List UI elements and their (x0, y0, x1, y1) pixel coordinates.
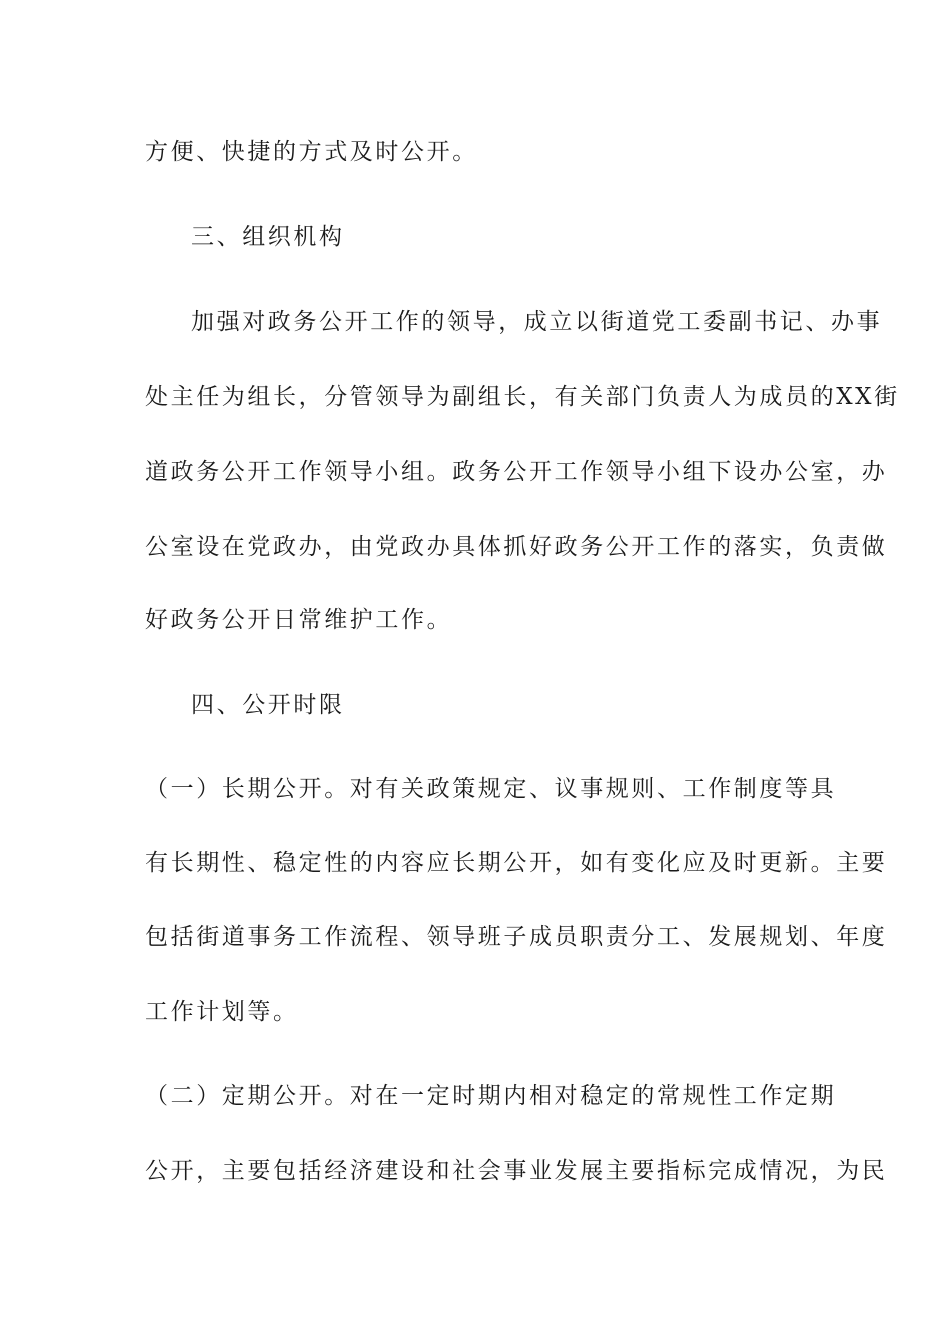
paragraph-line: 工作计划等。 (145, 999, 299, 1025)
section-heading-organization: 三、组织机构 (191, 224, 345, 250)
paragraph-line: 包括街道事务工作流程、领导班子成员职责分工、发展规划、年度 (145, 924, 888, 950)
paragraph-line: 公室设在党政办，由党政办具体抓好政务公开工作的落实，负责做 (145, 534, 888, 560)
paragraph-line: 有长期性、稳定性的内容应长期公开，如有变化应及时更新。主要 (145, 850, 888, 876)
paragraph-line: 好政务公开日常维护工作。 (145, 607, 453, 633)
paragraph-line: 加强对政务公开工作的领导，成立以街道党工委副书记、办事 (191, 309, 883, 335)
section-heading-time-limit: 四、公开时限 (191, 692, 345, 718)
paragraph-line: 公开，主要包括经济建设和社会事业发展主要指标完成情况，为民 (145, 1158, 888, 1184)
paragraph-line: 方便、快捷的方式及时公开。 (145, 139, 478, 165)
paragraph-line: （一）长期公开。对有关政策规定、议事规则、工作制度等具 (145, 776, 837, 802)
paragraph-line: 处主任为组长，分管领导为副组长，有关部门负责人为成员的XX街 (145, 384, 900, 410)
paragraph-line: （二）定期公开。对在一定时期内相对稳定的常规性工作定期 (145, 1083, 837, 1109)
paragraph-line: 道政务公开工作领导小组。政务公开工作领导小组下设办公室，办 (145, 459, 888, 485)
